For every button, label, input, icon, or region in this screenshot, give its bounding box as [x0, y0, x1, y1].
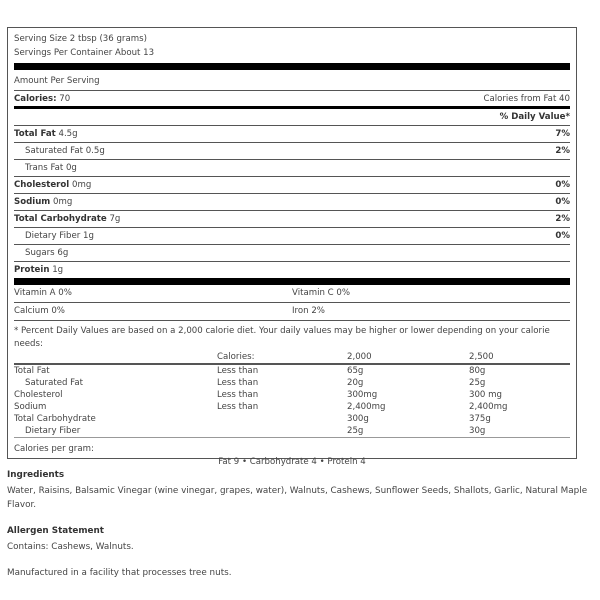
vitamin-item: Iron 2%	[292, 306, 325, 316]
nutrition-facts-panel	[7, 27, 577, 467]
dv-table-cell: Saturated Fat	[25, 378, 83, 388]
nutrient-row	[14, 194, 570, 211]
dv-table-row	[14, 425, 570, 438]
dv-table-cell: Less than	[217, 390, 259, 400]
nutrient-row	[14, 143, 570, 160]
calories-row	[14, 91, 570, 109]
nutrient-dv: 2%	[555, 146, 570, 156]
dv-table-cell: 2,400mg	[347, 402, 386, 412]
nutrient-label: Total Carbohydrate 7g	[14, 214, 121, 224]
calories-per-gram-values: Fat 9 • Carbohydrate 4 • Protein 4	[218, 457, 366, 467]
nutrient-label: Sugars 6g	[25, 248, 69, 258]
ingredients-text: Water, Raisins, Balsamic Vinegar (wine vinegar, grapes, water), Walnuts, Cashews, Sunflower Seeds, Shallots, Garlic, Natural Maple Flavor.	[7, 486, 588, 510]
dv-table-cell: 30g	[469, 425, 570, 438]
product-info	[7, 468, 600, 580]
dv-table-cell: Less than	[217, 366, 259, 376]
allergen-text: Contains: Cashews, Walnuts.	[7, 542, 134, 552]
nutrient-dv: 0%	[555, 197, 570, 207]
dv-table-cell: 2,400mg	[469, 402, 508, 412]
nutrient-row	[14, 160, 570, 177]
dv-table-cell: 375g	[469, 414, 491, 424]
dv-table-cell: Total Fat	[14, 366, 50, 376]
nutrient-label: Sodium 0mg	[14, 197, 73, 207]
daily-value-header: % Daily Value*	[499, 112, 570, 122]
nutrient-row	[14, 245, 570, 262]
nutrient-row	[14, 177, 570, 194]
dv-table-cell: 25g	[469, 378, 486, 388]
dv-table-cell: 300g	[347, 414, 369, 424]
nutrient-dv: 7%	[555, 129, 570, 139]
nutrient-label: Total Fat 4.5g	[14, 129, 78, 139]
thick-divider	[14, 63, 570, 70]
thick-divider	[14, 278, 570, 285]
dv-table-row	[14, 401, 570, 413]
dv-table-header: Calories:	[217, 351, 347, 364]
dv-table-cell: Less than	[217, 402, 259, 412]
dv-table-cell	[217, 413, 347, 425]
dv-table-cell: Sodium	[14, 402, 47, 412]
dv-table-row	[14, 413, 570, 425]
dv-table-cell: 20g	[347, 378, 364, 388]
allergen-heading: Allergen Statement	[7, 526, 104, 536]
nutrient-label: Saturated Fat 0.5g	[25, 146, 105, 156]
dv-table-header: 2,500	[469, 351, 570, 364]
nutrient-label: Dietary Fiber 1g	[25, 231, 94, 241]
dv-table-cell: 25g	[347, 425, 469, 438]
amount-label: Amount Per Serving	[14, 76, 100, 86]
nutrient-dv: 0%	[555, 231, 570, 241]
dv-table-cell: 65g	[347, 366, 364, 376]
nutrient-row	[14, 262, 570, 278]
dv-table-row	[14, 389, 570, 401]
dv-table-cell	[217, 425, 347, 438]
nutrient-label: Trans Fat 0g	[25, 163, 77, 173]
serving-size: Serving Size 2 tbsp (36 grams)	[14, 34, 147, 44]
vitamin-item: Vitamin C 0%	[292, 288, 351, 298]
dv-table-row	[14, 377, 570, 389]
dv-table-cell: Total Carbohydrate	[14, 414, 96, 424]
nutrient-label: Cholesterol 0mg	[14, 180, 92, 190]
nutrient-row	[14, 126, 570, 143]
dv-table-cell: 80g	[469, 366, 486, 376]
calories-from-fat: Calories from Fat 40	[483, 94, 570, 104]
dv-table-header: 2,000	[347, 351, 469, 364]
nutrient-row	[14, 211, 570, 228]
dv-table-cell: Less than	[217, 378, 259, 388]
nutrient-dv: 2%	[555, 214, 570, 224]
daily-value-header-row	[14, 109, 570, 126]
calories-per-gram: Calories per gram:	[14, 444, 94, 454]
dv-table-header	[14, 351, 217, 364]
nutrient-label: Protein 1g	[14, 265, 64, 275]
nutrient-dv: 0%	[555, 180, 570, 190]
daily-value-table	[14, 351, 570, 438]
dv-table-cell: Cholesterol	[14, 390, 63, 400]
vitamin-row	[14, 303, 570, 321]
ingredients-heading: Ingredients	[7, 470, 65, 480]
vitamin-row	[14, 285, 570, 303]
dv-table-cell: 300mg	[347, 390, 378, 400]
dv-table-row	[14, 364, 570, 377]
servings-per-container: Servings Per Container About 13	[14, 48, 155, 58]
amount-per-serving	[14, 70, 570, 91]
nutrient-row	[14, 228, 570, 245]
calories: Calories: 70	[14, 94, 71, 104]
vitamin-item: Calcium 0%	[14, 306, 65, 316]
footnote: * Percent Daily Values are based on a 2,000 calorie diet. Your daily values may be higher or lower depending on your calorie needs:	[14, 326, 550, 349]
dv-table-cell: 300 mg	[469, 390, 502, 400]
dv-table-cell: Dietary Fiber	[14, 425, 217, 438]
facility-text: Manufactured in a facility that processes tree nuts.	[7, 568, 232, 578]
vitamin-item: Vitamin A 0%	[14, 288, 72, 298]
